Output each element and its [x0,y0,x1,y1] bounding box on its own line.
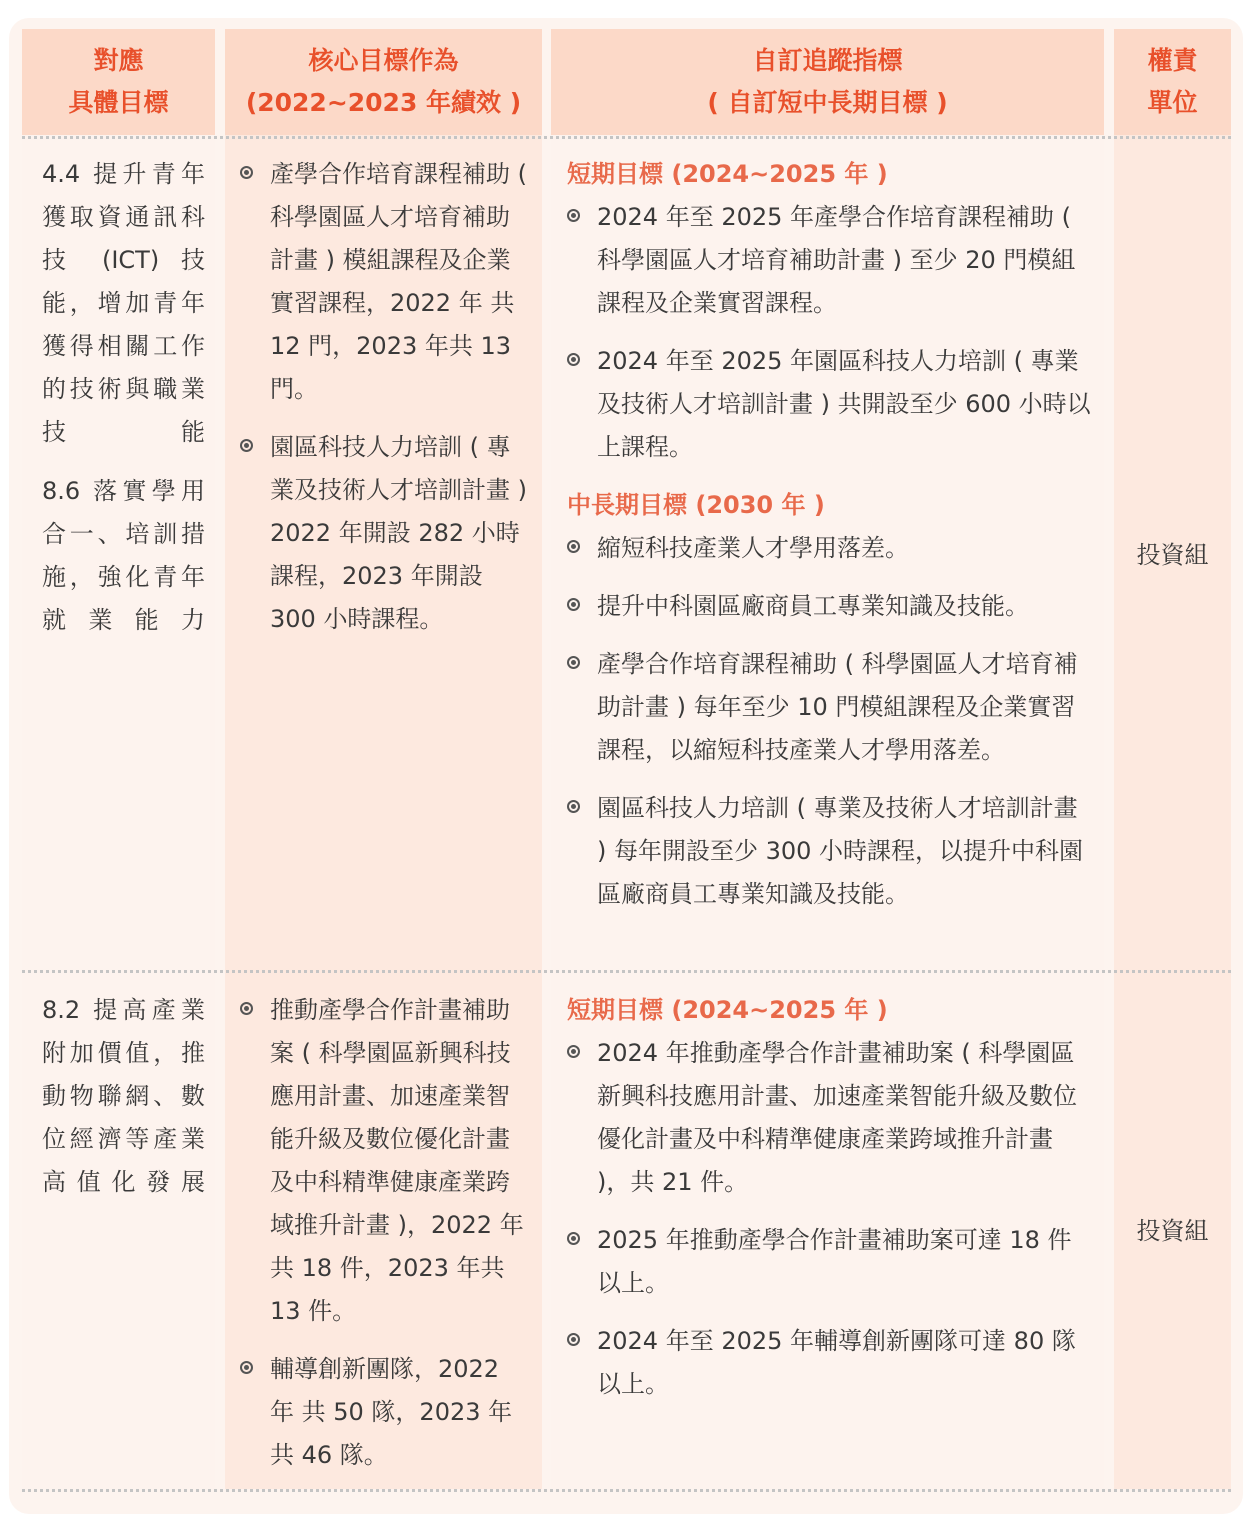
header-text: 對應 [93,46,144,75]
list-item [567,1032,1091,1204]
bullet-icon [567,1232,580,1245]
goal-text: 4.4 提升青年獲取資通訊科技 (ICT) 技能，增加青年獲得相關工作的技術與職業技能 [42,160,205,446]
header-text: 核心目標作為 [308,46,459,75]
row-divider [22,970,1231,973]
bullet-icon [240,439,253,452]
header-specific-goal [22,29,215,135]
achievement-text: 園區科技人力培訓 ( 專業及技術人才培訓計畫 ) 2022 年開設 282 小時課程，2023 年開設 300 小時課程。 [270,433,527,633]
header-text: 單位 [1147,88,1198,117]
bullet-icon [567,1045,580,1058]
bullet-icon [567,209,580,222]
indicator-text: 2024 年至 2025 年園區科技人力培訓 ( 專業及技術人才培訓計畫 ) 共開設至少 600 小時以上課程。 [597,347,1091,461]
bullet-icon [567,800,580,813]
table-row-1-unit: 投資組 [1136,541,1209,569]
bullet-icon [240,166,253,179]
bullet-icon [567,656,580,669]
long-term-title: 中長期目標 (2030 年 ) [567,491,825,519]
row-divider [22,1489,1231,1492]
table-row-1-goals [42,153,205,658]
indicator-text: 產學合作培育課程補助 ( 科學園區人才培育補助計畫 ) 每年至少 10 門模組課程及企業實習課程，以縮短科技產業人才學用落差。 [597,650,1078,764]
indicator-text: 縮短科技產業人才學用落差。 [597,534,909,562]
header-text: ( 自訂短中長期目標 ) [707,88,948,117]
indicator-text: 2024 年至 2025 年輔導創新團隊可達 80 隊以上。 [597,1327,1076,1398]
indicator-text: 提升中科園區廠商員工專業知識及技能。 [597,592,1029,620]
achievement-text: 產學合作培育課程補助 ( 科學園區人才培育補助計畫 ) 模組課程及企業實習課程，2022 年 共 12 門，2023 年共 13 門。 [270,160,527,403]
table-row-1-achievements [240,153,528,656]
table-row-2-indicators [567,989,1091,1421]
list-item [240,1348,528,1477]
list-item [567,340,1091,469]
list-item [240,426,528,641]
list-item [567,1320,1091,1406]
short-term-title: 短期目標 (2024~2025 年 ) [567,996,888,1024]
indicator-text: 2024 年至 2025 年產學合作培育課程補助 ( 科學園區人才培育補助計畫 ) 至少 20 門模組課程及企業實習課程。 [597,203,1076,317]
list-item [567,585,1091,628]
goal-text: 8.2 提高產業附加價值，推動物聯網、數位經濟等產業高值化發展 [42,996,205,1196]
bullet-icon [567,353,580,366]
bullet-icon [240,1361,253,1374]
list-item [567,643,1091,772]
short-term-title: 短期目標 (2024~2025 年 ) [567,160,888,188]
bullet-icon [567,1333,580,1346]
table-row-2-unit: 投資組 [1136,1217,1209,1245]
header-text: 具體目標 [68,88,169,117]
list-item [567,787,1091,916]
header-text: 自訂追蹤指標 [752,46,903,75]
table-row-2-goals [42,989,205,1220]
bullet-icon [240,1002,253,1015]
indicator-text: 2024 年推動產學合作計畫補助案 ( 科學園區新興科技應用計畫、加速產業智能升級及數位優化計畫及中科精準健康產業跨域推升計畫 )，共 21 件。 [597,1039,1077,1196]
list-item [567,527,1091,570]
achievement-text: 輔導創新團隊，2022 年 共 50 隊，2023 年共 46 隊。 [270,1355,513,1469]
list-item [567,196,1091,325]
list-item [240,989,528,1333]
indicator-text: 2025 年推動產學合作計畫補助案可達 18 件以上。 [597,1226,1072,1297]
header-tracking-indicators [551,29,1104,135]
header-text: 權責 [1147,46,1198,75]
header-text: (2022~2023 年績效 ) [245,88,522,117]
table-row-1-indicators [567,153,1091,931]
list-item [240,153,528,411]
header-core-actions [225,29,542,135]
goal-text: 8.6 落實學用合一、培訓措施，強化青年就業能力 [42,477,205,634]
header-responsible-unit [1114,29,1231,135]
column-unit-bg [1114,29,1231,1489]
row-divider [22,136,1231,139]
list-item [567,1219,1091,1305]
bullet-icon [567,598,580,611]
achievement-text: 推動產學合作計畫補助案 ( 科學園區新興科技應用計畫、加速產業智能升級及數位優化計畫及中科精準健康產業跨域推升計畫 )，2022 年 共 18 件，2023 年共 13 件。 [270,996,524,1325]
bullet-icon [567,540,580,553]
table-row-2-achievements [240,989,528,1492]
indicator-text: 園區科技人力培訓 ( 專業及技術人才培訓計畫 ) 每年開設至少 300 小時課程，以提升中科園區廠商員工專業知識及技能。 [597,794,1084,908]
